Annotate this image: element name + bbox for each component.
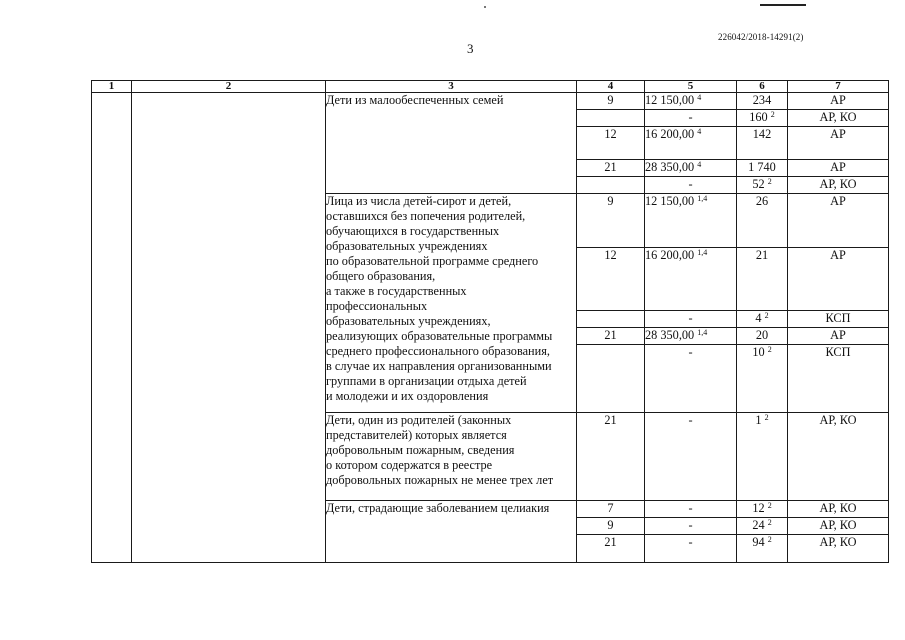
age-cell: 21 [577,535,645,563]
count-cell [737,248,788,311]
age-cell: 9 [577,93,645,110]
cell-value: 142 [752,127,772,141]
footnote-ref: 2 [767,345,772,354]
label-line: обучающихся в государственных [326,224,500,238]
scan-dot [484,6,486,8]
count-cell [737,328,788,345]
cell-value: - [688,345,693,359]
age-cell: 12 [577,248,645,311]
cost-cell [645,328,737,345]
cell-value: 26 [755,194,769,208]
cell-value: - [688,518,693,532]
footnote-ref: 2 [764,311,769,320]
footnote-ref: 2 [764,413,769,422]
count-cell [737,518,788,535]
table-row [92,93,889,110]
footnote-ref: 4 [697,93,702,102]
cost-cell [645,345,737,413]
label-line: группами в организации отдыха детей [326,374,527,388]
col1-blank-cell [92,93,132,563]
age-cell: 21 [577,413,645,501]
count-cell [737,160,788,177]
count-cell [737,311,788,328]
source-cell: АР [788,328,889,345]
cell-value: 12 150,00 [645,93,695,107]
cost-cell [645,501,737,518]
cell-value: - [688,501,693,515]
cost-cell [645,413,737,501]
label-line: Лица из числа детей-сирот и детей, [326,194,512,208]
cell-value: 4 [755,311,762,325]
source-cell: АР, КО [788,177,889,194]
cell-value: 1 740 [748,160,776,174]
source-cell: АР, КО [788,518,889,535]
source-cell: АР [788,194,889,248]
label-line: образовательных учреждениях, [326,314,491,328]
age-cell: 9 [577,518,645,535]
age-cell [577,177,645,194]
label-line: и молодежи и их оздоровления [326,389,489,403]
age-cell [577,110,645,127]
source-cell: КСП [788,345,889,413]
age-cell: 21 [577,328,645,345]
label-line: а также в государственных [326,284,467,298]
cell-value: - [688,110,693,124]
cost-cell [645,311,737,328]
count-cell [737,177,788,194]
cost-cell [645,110,737,127]
label-line: представителей) которых является [326,428,507,442]
column-header: 4 [577,81,645,93]
label-line: Дети, один из родителей (законных [326,413,512,427]
cell-value: 16 200,00 [645,127,695,141]
source-cell: АР, КО [788,413,889,501]
cost-cell [645,518,737,535]
cell-value: 94 [752,535,765,549]
label-line: образовательных учреждениях [326,239,488,253]
cost-cell [645,177,737,194]
cost-cell [645,535,737,563]
cell-value: 16 200,00 [645,248,695,262]
cost-cell [645,127,737,160]
label-line: общего образования, [326,269,436,283]
column-header: 7 [788,81,889,93]
source-cell: АР, КО [788,110,889,127]
source-cell: АР [788,127,889,160]
label-line: среднего профессионального образования, [326,344,550,358]
norms-table [91,80,889,563]
column-header: 1 [92,81,132,93]
label-line: по образовательной программе среднего [326,254,539,268]
footnote-ref: 2 [767,518,772,527]
cell-value: 28 350,00 [645,328,695,342]
label-line: оставшихся без попечения родителей, [326,209,526,223]
cell-value: - [688,413,693,427]
category-label [326,413,577,501]
header-row [92,81,889,93]
page-number: 3 [467,41,474,56]
label-line: профессиональных [326,299,428,313]
cell-value: 12 150,00 [645,194,695,208]
footnote-ref: 2 [767,501,772,510]
footnote-ref: 4 [697,127,702,136]
count-cell [737,535,788,563]
count-cell [737,93,788,110]
cell-value: 12 [752,501,765,515]
column-header: 6 [737,81,788,93]
age-cell: 7 [577,501,645,518]
label-line: реализующих образовательные программы [326,329,553,343]
cost-cell [645,93,737,110]
top-edge-mark [760,4,806,6]
footnote-ref: 2 [767,535,772,544]
cell-value: 10 [752,345,765,359]
cell-value: - [688,535,693,549]
category-label: Дети из малообеспеченных семей [326,93,577,194]
cell-value: 21 [755,248,769,262]
label-line: о котором содержатся в реестре [326,458,493,472]
age-cell: 21 [577,160,645,177]
count-cell [737,413,788,501]
footnote-ref: 1,4 [697,194,708,203]
footnote-ref: 1,4 [697,328,708,337]
cost-cell [645,248,737,311]
column-header: 3 [326,81,577,93]
count-cell [737,345,788,413]
column-header: 2 [132,81,326,93]
count-cell [737,501,788,518]
source-cell: АР, КО [788,501,889,518]
cell-value: - [688,177,693,191]
count-cell [737,110,788,127]
source-cell: КСП [788,311,889,328]
cell-value: 24 [752,518,765,532]
cost-cell [645,194,737,248]
column-header: 5 [645,81,737,93]
age-cell [577,311,645,328]
footnote-ref: 1,4 [697,248,708,257]
footnote-ref: 2 [770,110,775,119]
cell-value: 52 [752,177,765,191]
source-cell: АР, КО [788,535,889,563]
count-cell [737,194,788,248]
label-line: добровольных пожарных не менее трех лет [326,473,554,487]
cell-value: 28 350,00 [645,160,695,174]
age-cell: 12 [577,127,645,160]
footnote-ref: 2 [767,177,772,186]
cell-value: - [688,311,693,325]
cell-value: 160 [749,110,768,124]
document-number: 226042/2018-14291(2) [718,32,804,42]
count-cell [737,127,788,160]
col2-blank-cell [132,93,326,563]
age-cell: 9 [577,194,645,248]
age-cell [577,345,645,413]
category-label: Дети, страдающие заболеванием целиакия [326,501,577,563]
cell-value: 20 [755,328,769,342]
cell-value: 1 [755,413,762,427]
cell-value: 234 [752,93,772,107]
source-cell: АР [788,93,889,110]
category-label [326,194,577,413]
label-line: добровольным пожарным, сведения [326,443,515,457]
source-cell: АР [788,160,889,177]
source-cell: АР [788,248,889,311]
cost-cell [645,160,737,177]
label-line: в случае их направления организованными [326,359,552,373]
footnote-ref: 4 [697,160,702,169]
